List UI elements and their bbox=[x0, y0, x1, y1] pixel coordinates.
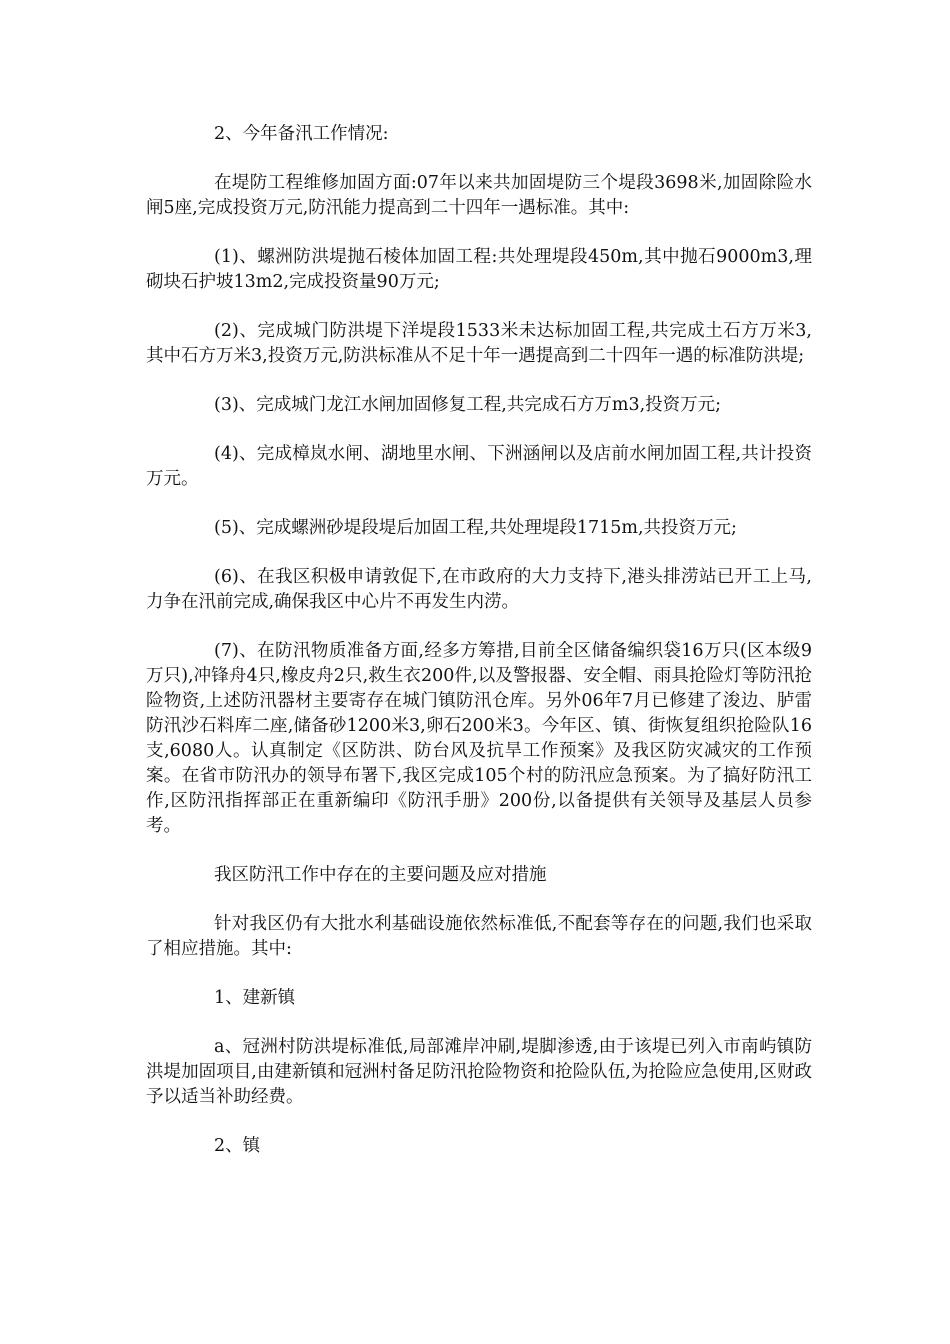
section-heading-preparation: 2、今年备汛工作情况: bbox=[214, 124, 389, 144]
section-heading-problems: 我区防汛工作中存在的主要问题及应对措施 bbox=[214, 865, 547, 885]
paragraph-guanzhou-village: a、冠洲村防洪堤标准低,局部滩岸冲刷,堤脚渗透,由于该堤已列入市南屿镇防洪堤加固项目,由建新镇和冠洲村备足防汛抢险物资和抢险队伍,为抢险应急使用,区财政予以适当补助经费。 bbox=[146, 1037, 812, 1107]
subheading-town-2: 2、镇 bbox=[214, 1136, 261, 1156]
paragraph-item-2: (2)、完成城门防洪堤下洋堤段1533米未达标加固工程,共完成土石方万米3,其中石方万米3,投资万元,防洪标准从不足十年一遇提高到二十四年一遇的标准防洪堤; bbox=[146, 321, 812, 366]
paragraph-item-5: (5)、完成螺洲砂堤段堤后加固工程,共处理堤段1715m,共投资万元; bbox=[214, 518, 737, 538]
paragraph-embankment-summary: 在堤防工程维修加固方面:07年以来共加固堤防三个堤段3698米,加固除险水闸5座,完成投资万元,防汛能力提高到二十四年一遇标准。其中: bbox=[146, 173, 812, 218]
paragraph-measures-intro: 针对我区仍有大批水利基础设施依然标准低,不配套等存在的问题,我们也采取了相应措施。其中: bbox=[146, 914, 812, 959]
subheading-jianxin-town: 1、建新镇 bbox=[214, 988, 296, 1008]
paragraph-item-7: (7)、在防汛物质准备方面,经多方筹措,目前全区储备编织袋16万只(区本级9万只),冲锋舟4只,橡皮舟2只,救生衣200件,以及警报器、安全帽、雨具抢险灯等防汛抢险物资,上述防汛器材主要寄存在城门镇防汛仓库。另外06年7月已修建了浚边、胪雷防汛沙石料库二座,储备砂1200米3,卵石200米3。今年区、镇、街恢复组织抢险队16支,6080人。认真制定《区防洪、防台风及抗旱工作预案》及我区防灾减灾的工作预案。在省市防汛办的领导布署下,我区完成105个村的防汛应急预案。为了搞好防汛工作,区防汛指挥部正在重新编印《防汛手册》200份,以备提供有关领导及基层人员参考。 bbox=[146, 641, 812, 836]
document-body bbox=[146, 122, 812, 1183]
paragraph-item-3: (3)、完成城门龙江水闸加固修复工程,共完成石方万m3,投资万元; bbox=[214, 395, 722, 415]
paragraph-item-1: (1)、螺洲防洪堤抛石棱体加固工程:共处理堤段450m,其中抛石9000m3,理砌块石护坡13m2,完成投资量90万元; bbox=[146, 247, 812, 292]
paragraph-item-4: (4)、完成樟岚水闸、湖地里水闸、下洲涵闸以及店前水闸加固工程,共计投资万元。 bbox=[146, 444, 812, 489]
paragraph-item-6: (6)、在我区积极申请敦促下,在市政府的大力支持下,港头排涝站已开工上马,力争在汛前完成,确保我区中心片不再发生内涝。 bbox=[146, 567, 812, 612]
